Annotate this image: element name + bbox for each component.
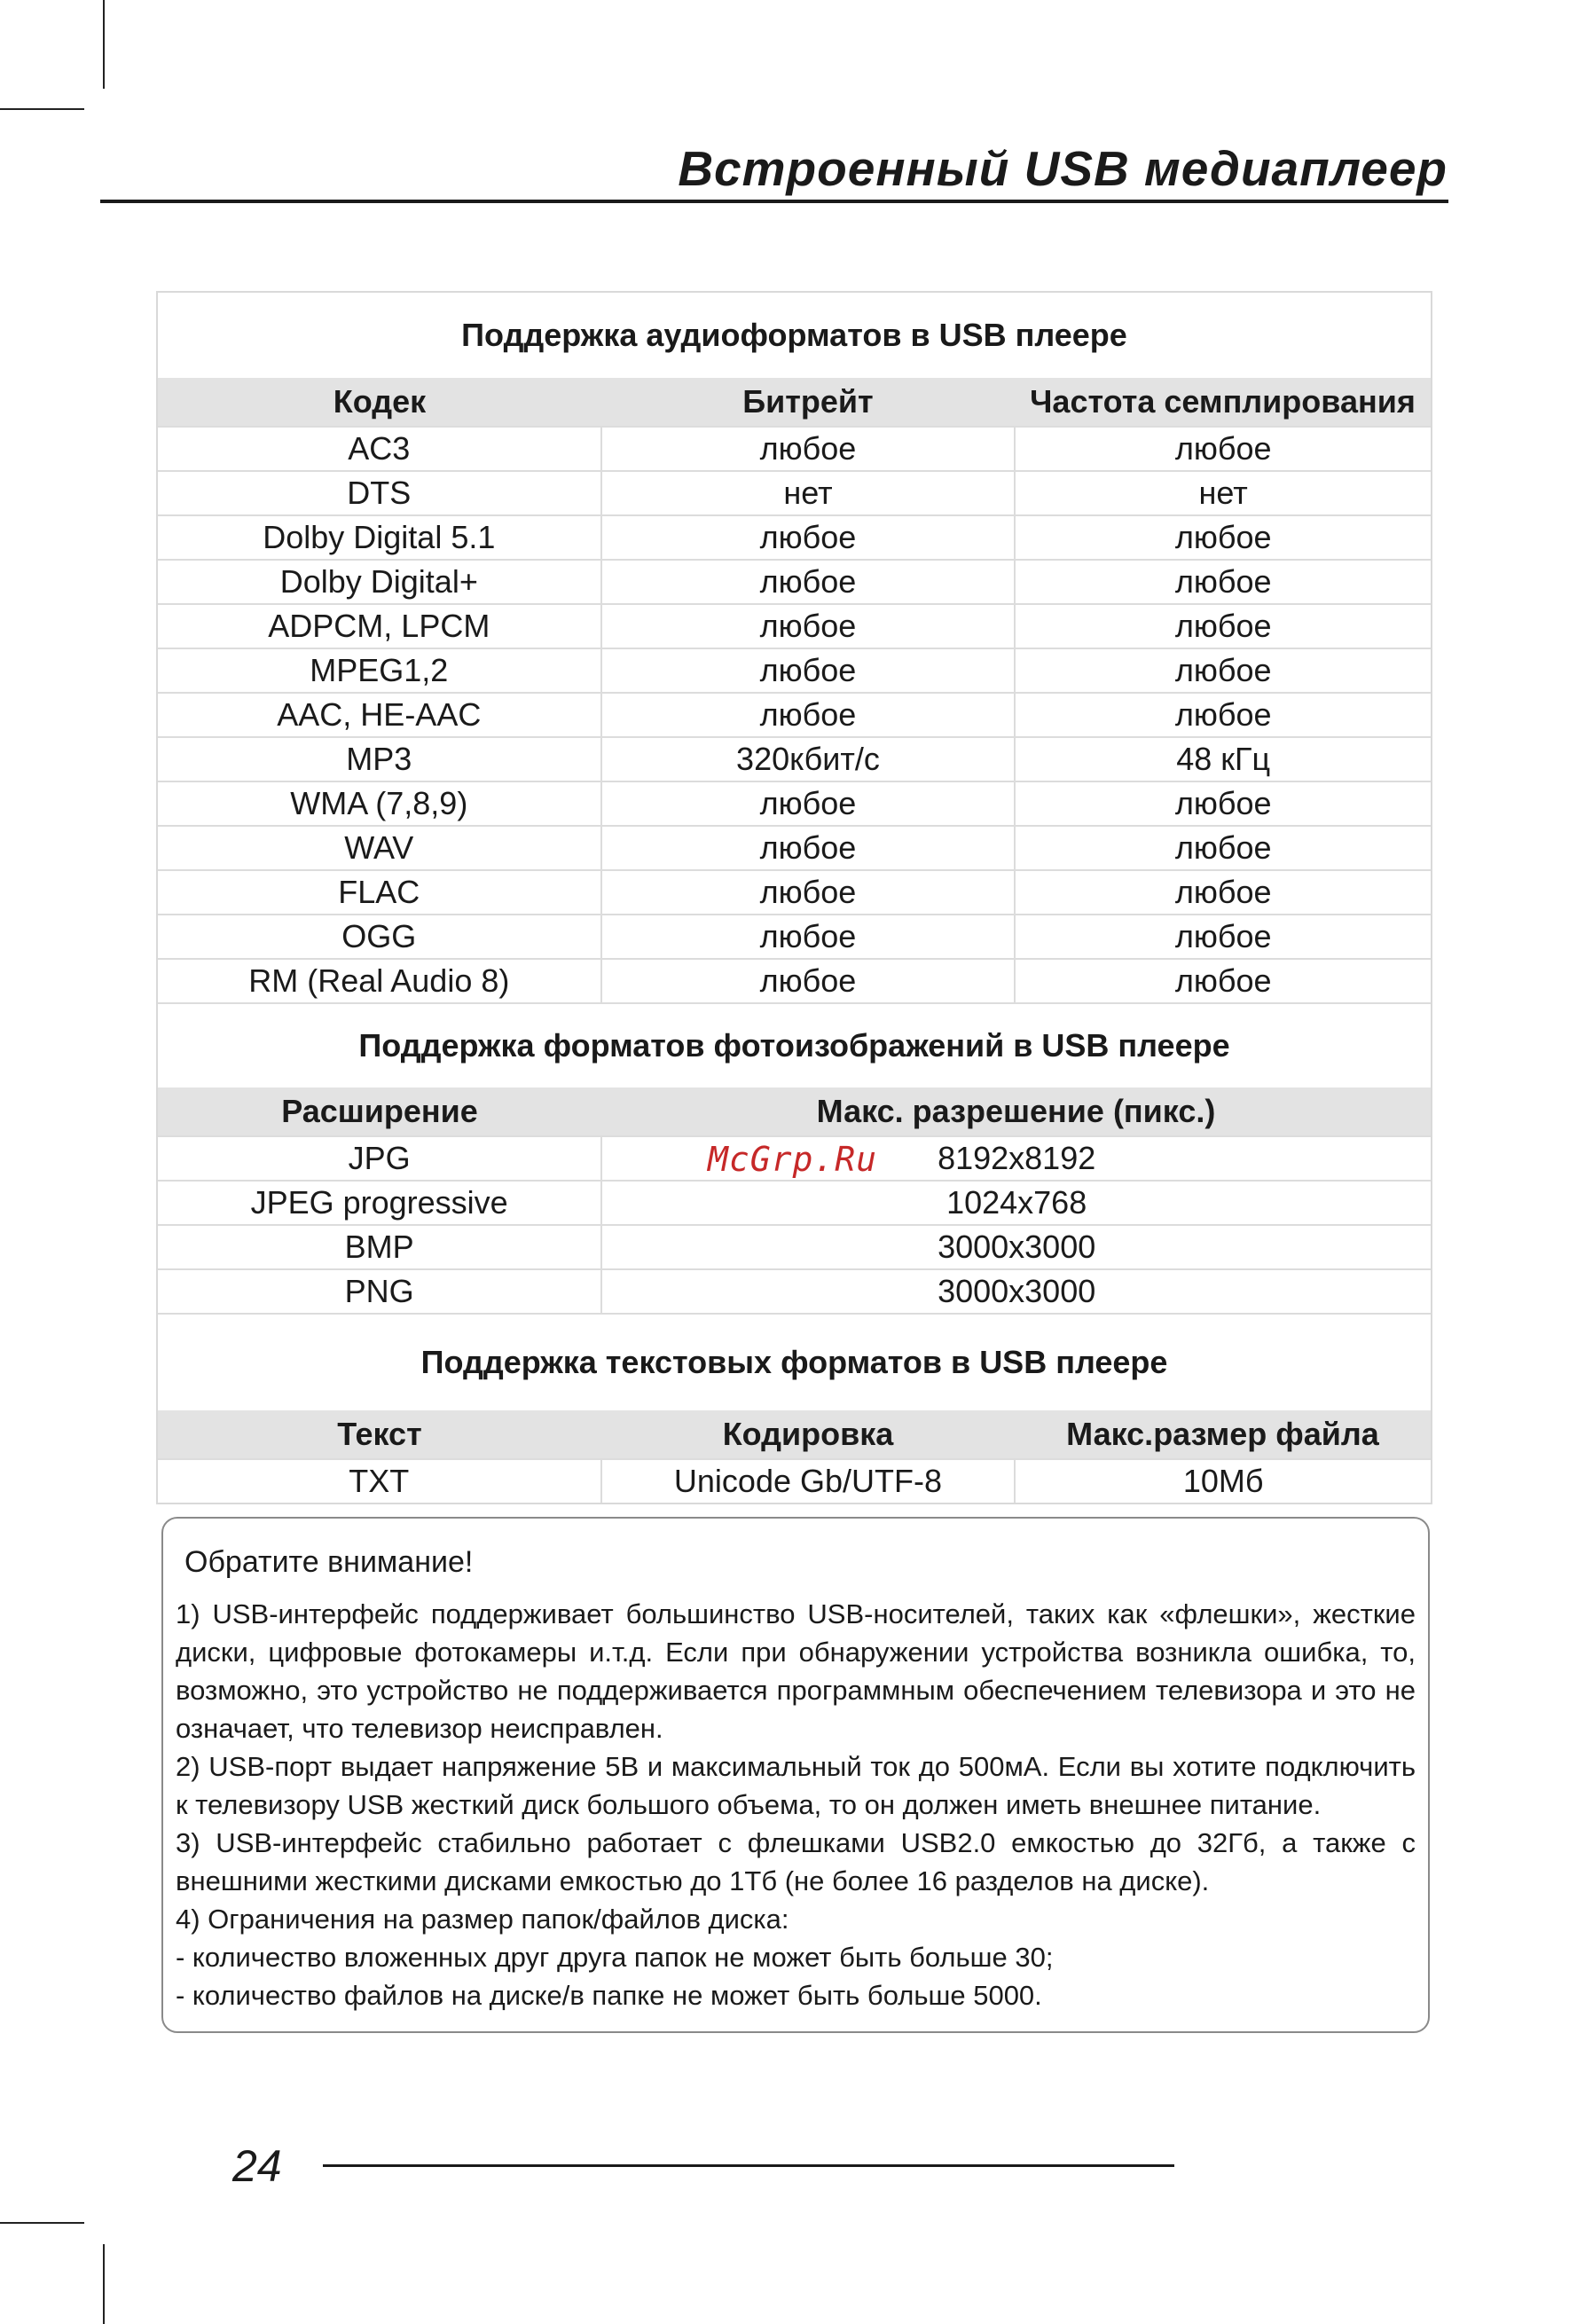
- formats-table: [156, 291, 1432, 1504]
- table-cell: 320кбит/с: [600, 738, 1015, 781]
- watermark: McGrp.Ru: [708, 1140, 878, 1179]
- photo-section-title: Поддержка форматов фотоизображений в USB плеере: [158, 1002, 1431, 1087]
- note-paragraph: 1) USB-интерфейс поддерживает большинство USB-носителей, таких как «флешки», жесткие диски, цифровые фотокамеры и.т.д. Если при обнаружении устройства возникла ошибка, то, возможно, это устройство не поддерживается программным обеспечением телевизора и это не означает, что телевизор неисправлен.: [176, 1598, 1416, 1744]
- table-cell: 48 кГц: [1014, 738, 1431, 781]
- table-cell: любое: [1014, 428, 1431, 470]
- table-cell: TXT: [349, 1463, 410, 1499]
- table-cell: MP3: [346, 741, 412, 777]
- table-row: [158, 736, 1431, 781]
- table-cell: любое: [600, 827, 1015, 869]
- table-cell: JPEG progressive: [250, 1184, 508, 1221]
- table-cell: любое: [600, 605, 1015, 648]
- table-cell: RM (Real Audio 8): [248, 962, 510, 999]
- column-header: Расширение: [281, 1093, 478, 1129]
- audio-section-title: Поддержка аудиоформатов в USB плеере: [461, 317, 1127, 353]
- table-cell: ADPCM, LPCM: [268, 608, 490, 644]
- crop-mark: [0, 2222, 84, 2224]
- table-row: [158, 648, 1431, 692]
- table-cell: AC3: [348, 430, 411, 467]
- table-cell: любое: [600, 516, 1015, 559]
- photo-header-row: [158, 1087, 1431, 1135]
- crop-mark: [0, 108, 84, 110]
- title-divider: [100, 200, 1448, 203]
- table-cell: 1024x768: [600, 1182, 1431, 1224]
- table-cell: любое: [1014, 561, 1431, 603]
- column-header: Макс. разрешение (пикс.): [816, 1093, 1216, 1129]
- column-header: Битрейт: [742, 383, 874, 420]
- table-cell: 10Мб: [1014, 1460, 1431, 1503]
- table-cell: WMA (7,8,9): [290, 785, 468, 821]
- note-paragraph: 4) Ограничения на размер папок/файлов диска:: [176, 1904, 789, 1935]
- footer-divider: [323, 2164, 1174, 2167]
- text-header-row: [158, 1410, 1431, 1458]
- note-paragraph: 2) USB-порт выдает напряжение 5В и максимальный ток до 500мА. Если вы хотите подключить к телевизору USB жесткий диск большого объема, то он должен иметь внешнее питание.: [176, 1751, 1416, 1820]
- audio-header-row: [158, 378, 1431, 426]
- table-cell: MPEG1,2: [310, 652, 449, 688]
- table-cell: любое: [1014, 649, 1431, 692]
- column-header: Макс.размер файла: [1066, 1416, 1379, 1452]
- crop-mark: [103, 2244, 105, 2324]
- table-row: [158, 1180, 1431, 1224]
- table-row: [158, 426, 1431, 470]
- note-box: [161, 1517, 1430, 2033]
- page-number: 24: [232, 2141, 282, 2191]
- table-cell: любое: [1014, 827, 1431, 869]
- table-cell: любое: [600, 428, 1015, 470]
- table-row: [158, 514, 1431, 559]
- column-header: Текст: [337, 1416, 422, 1452]
- table-row: [158, 914, 1431, 958]
- text-section-title: Поддержка текстовых форматов в USB плеере: [158, 1313, 1431, 1410]
- table-cell: 8192x8192: [600, 1137, 1431, 1180]
- column-header: Частота семплирования: [1030, 383, 1416, 420]
- table-cell: любое: [600, 960, 1015, 1002]
- column-header: Кодек: [333, 383, 427, 420]
- table-cell: JPG: [348, 1140, 411, 1176]
- table-cell: любое: [600, 694, 1015, 736]
- table-row: [158, 958, 1431, 1002]
- table-row: [158, 1224, 1431, 1268]
- note-body: [176, 1595, 1416, 2014]
- table-row: [158, 692, 1431, 736]
- table-cell: нет: [1014, 472, 1431, 514]
- table-cell: любое: [1014, 871, 1431, 914]
- table-cell: AAC, HE-AAC: [277, 696, 482, 733]
- table-cell: нет: [600, 472, 1015, 514]
- table-cell: PNG: [344, 1273, 414, 1309]
- table-row: [158, 470, 1431, 514]
- table-row: [158, 1268, 1431, 1313]
- table-cell: FLAC: [338, 874, 420, 910]
- table-row: [158, 1458, 1431, 1503]
- table-cell: любое: [1014, 915, 1431, 958]
- table-cell: любое: [600, 649, 1015, 692]
- table-cell: 3000x3000: [600, 1226, 1431, 1268]
- table-cell: любое: [600, 871, 1015, 914]
- table-cell: любое: [1014, 782, 1431, 825]
- column-header: Кодировка: [722, 1416, 894, 1452]
- table-cell: OGG: [341, 918, 417, 954]
- table-row: [158, 869, 1431, 914]
- note-title: Обратите внимание!: [184, 1545, 474, 1579]
- table-cell: любое: [1014, 516, 1431, 559]
- table-cell: WAV: [344, 829, 414, 866]
- table-cell: любое: [600, 915, 1015, 958]
- table-cell: 3000x3000: [600, 1270, 1431, 1313]
- page-title: Встроенный USB медиаплеер: [678, 141, 1448, 196]
- table-row: [158, 559, 1431, 603]
- table-cell: любое: [1014, 605, 1431, 648]
- table-row: [158, 825, 1431, 869]
- note-paragraph: 3) USB-интерфейс стабильно работает с флешками USB2.0 емкостью до 32Гб, а также с внешними жесткими дисками емкостью до 1Тб (не более 16 разделов на диске).: [176, 1827, 1416, 1896]
- table-cell: Unicode Gb/UTF-8: [600, 1460, 1015, 1503]
- table-row: [158, 781, 1431, 825]
- table-cell: любое: [1014, 960, 1431, 1002]
- table-cell: BMP: [344, 1229, 414, 1265]
- table-cell: Dolby Digital+: [279, 563, 478, 600]
- table-cell: любое: [1014, 694, 1431, 736]
- note-paragraph: - количество вложенных друг друга папок не может быть больше 30;: [176, 1942, 1054, 1973]
- table-row: [158, 603, 1431, 648]
- table-cell: DTS: [347, 475, 412, 511]
- crop-mark: [103, 0, 105, 89]
- table-cell: Dolby Digital 5.1: [263, 519, 496, 555]
- note-paragraph: - количество файлов на диске/в папке не может быть больше 5000.: [176, 1980, 1042, 2011]
- table-cell: любое: [600, 561, 1015, 603]
- table-cell: любое: [600, 782, 1015, 825]
